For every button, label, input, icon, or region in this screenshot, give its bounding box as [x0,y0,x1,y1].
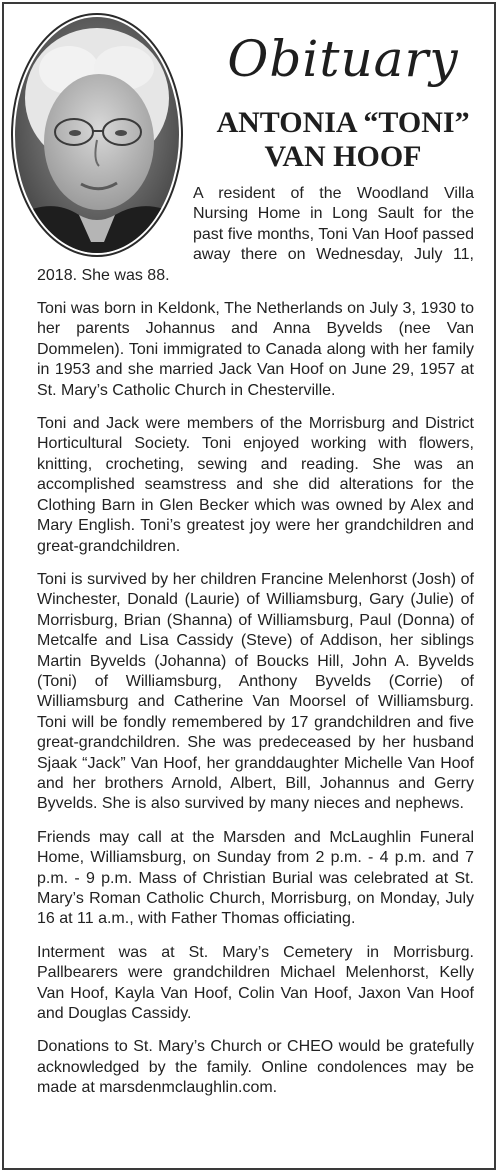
obituary-heading [192,18,494,174]
paragraph-interment: Interment was at St. Mary’s Cemetery in Morrisburg. Pallbearers were grandchildren Michael Melenhorst, Kelly Van Hoof, Kayla Van Hoof, Colin Van Hoof, Jaxon Van Hoof and Douglas Cassidy. [37,943,474,1023]
paragraph-interests: Toni and Jack were members of the Morrisburg and District Horticultural Society. Toni enjoyed working with flowers, knitting, crocheting, sewing and reading. She was an accomplished seamstress and she did alterations for the Clothing Barn in Glen Becker which was owned by Alex and Mary English. Toni’s greatest joy were her grandchildren and great-grandchildren. [37,415,474,555]
paragraph-early-life: Toni was born in Keldonk, The Netherlands on July 3, 1930 to her parents Johannus and Anna Byvelds (nee Van Dommelen). Toni immigrated to Canada along with her family in 1953 and she married Jack Van Hoof on June 29, 1957 at St. Mary’s Catholic Church in Chesterville. [37,300,474,399]
paragraph-donations: Donations to St. Mary’s Church or CHEO would be gratefully acknowledged by the family. Online condolences may be made at marsdenmclaughlin.com. [37,1038,474,1097]
paragraph-intro: A resident of the Woodland Villa Nursing Home in Long Sault for the past five months, Toni Van Hoof passed away there on Wednesday, July 11, 2018. She was 88. [37,185,474,284]
deceased-name-line-1: ANTONIA “TONI” [216,106,470,139]
obituary-frame [2,2,496,1170]
obituary-body [37,184,474,1112]
portrait-text-wrap-spacer [37,184,193,264]
paragraph-survivors: Toni is survived by her children Francine Melenhorst (Josh) of Winchester, Donald (Laurie) of Williamsburg, Gary (Julie) of Morrisburg, Brian (Shanna) of Williamsburg, Paul (Donna) of Metcalfe and Lisa Cassidy (Steve) of Addison, her siblings Martin Byvelds (Johanna) of Boucks Hill, John A. Byvelds (Toni) of Williamsburg, Anthony Byvelds (Corrie) of Williamsburg and Catherine Van Moorsel of Williamsburg. Toni will be fondly remembered by 17 grandchildren and five great-grandchildren. She was predeceased by her husband Sjaak “Jack” Van Hoof, her granddaughter Michelle Van Hoof and her brothers Arnold, Albert, Bill, Johannus and Gerry Byvelds. She is also survived by many nieces and nephews. [37,570,474,813]
obituary-title: Obituary [227,30,459,88]
deceased-name-line-2: VAN HOOF [264,140,422,173]
paragraph-visitation: Friends may call at the Marsden and McLaughlin Funeral Home, Williamsburg, on Sunday from 2 p.m. - 4 p.m. and 7 p.m. - 9 p.m. Mass of Christian Burial was celebrated at St. Mary’s Roman Catholic Church, Morrisburg, on Monday, July 16 at 11 a.m., with Father Thomas officiating. [37,828,474,928]
